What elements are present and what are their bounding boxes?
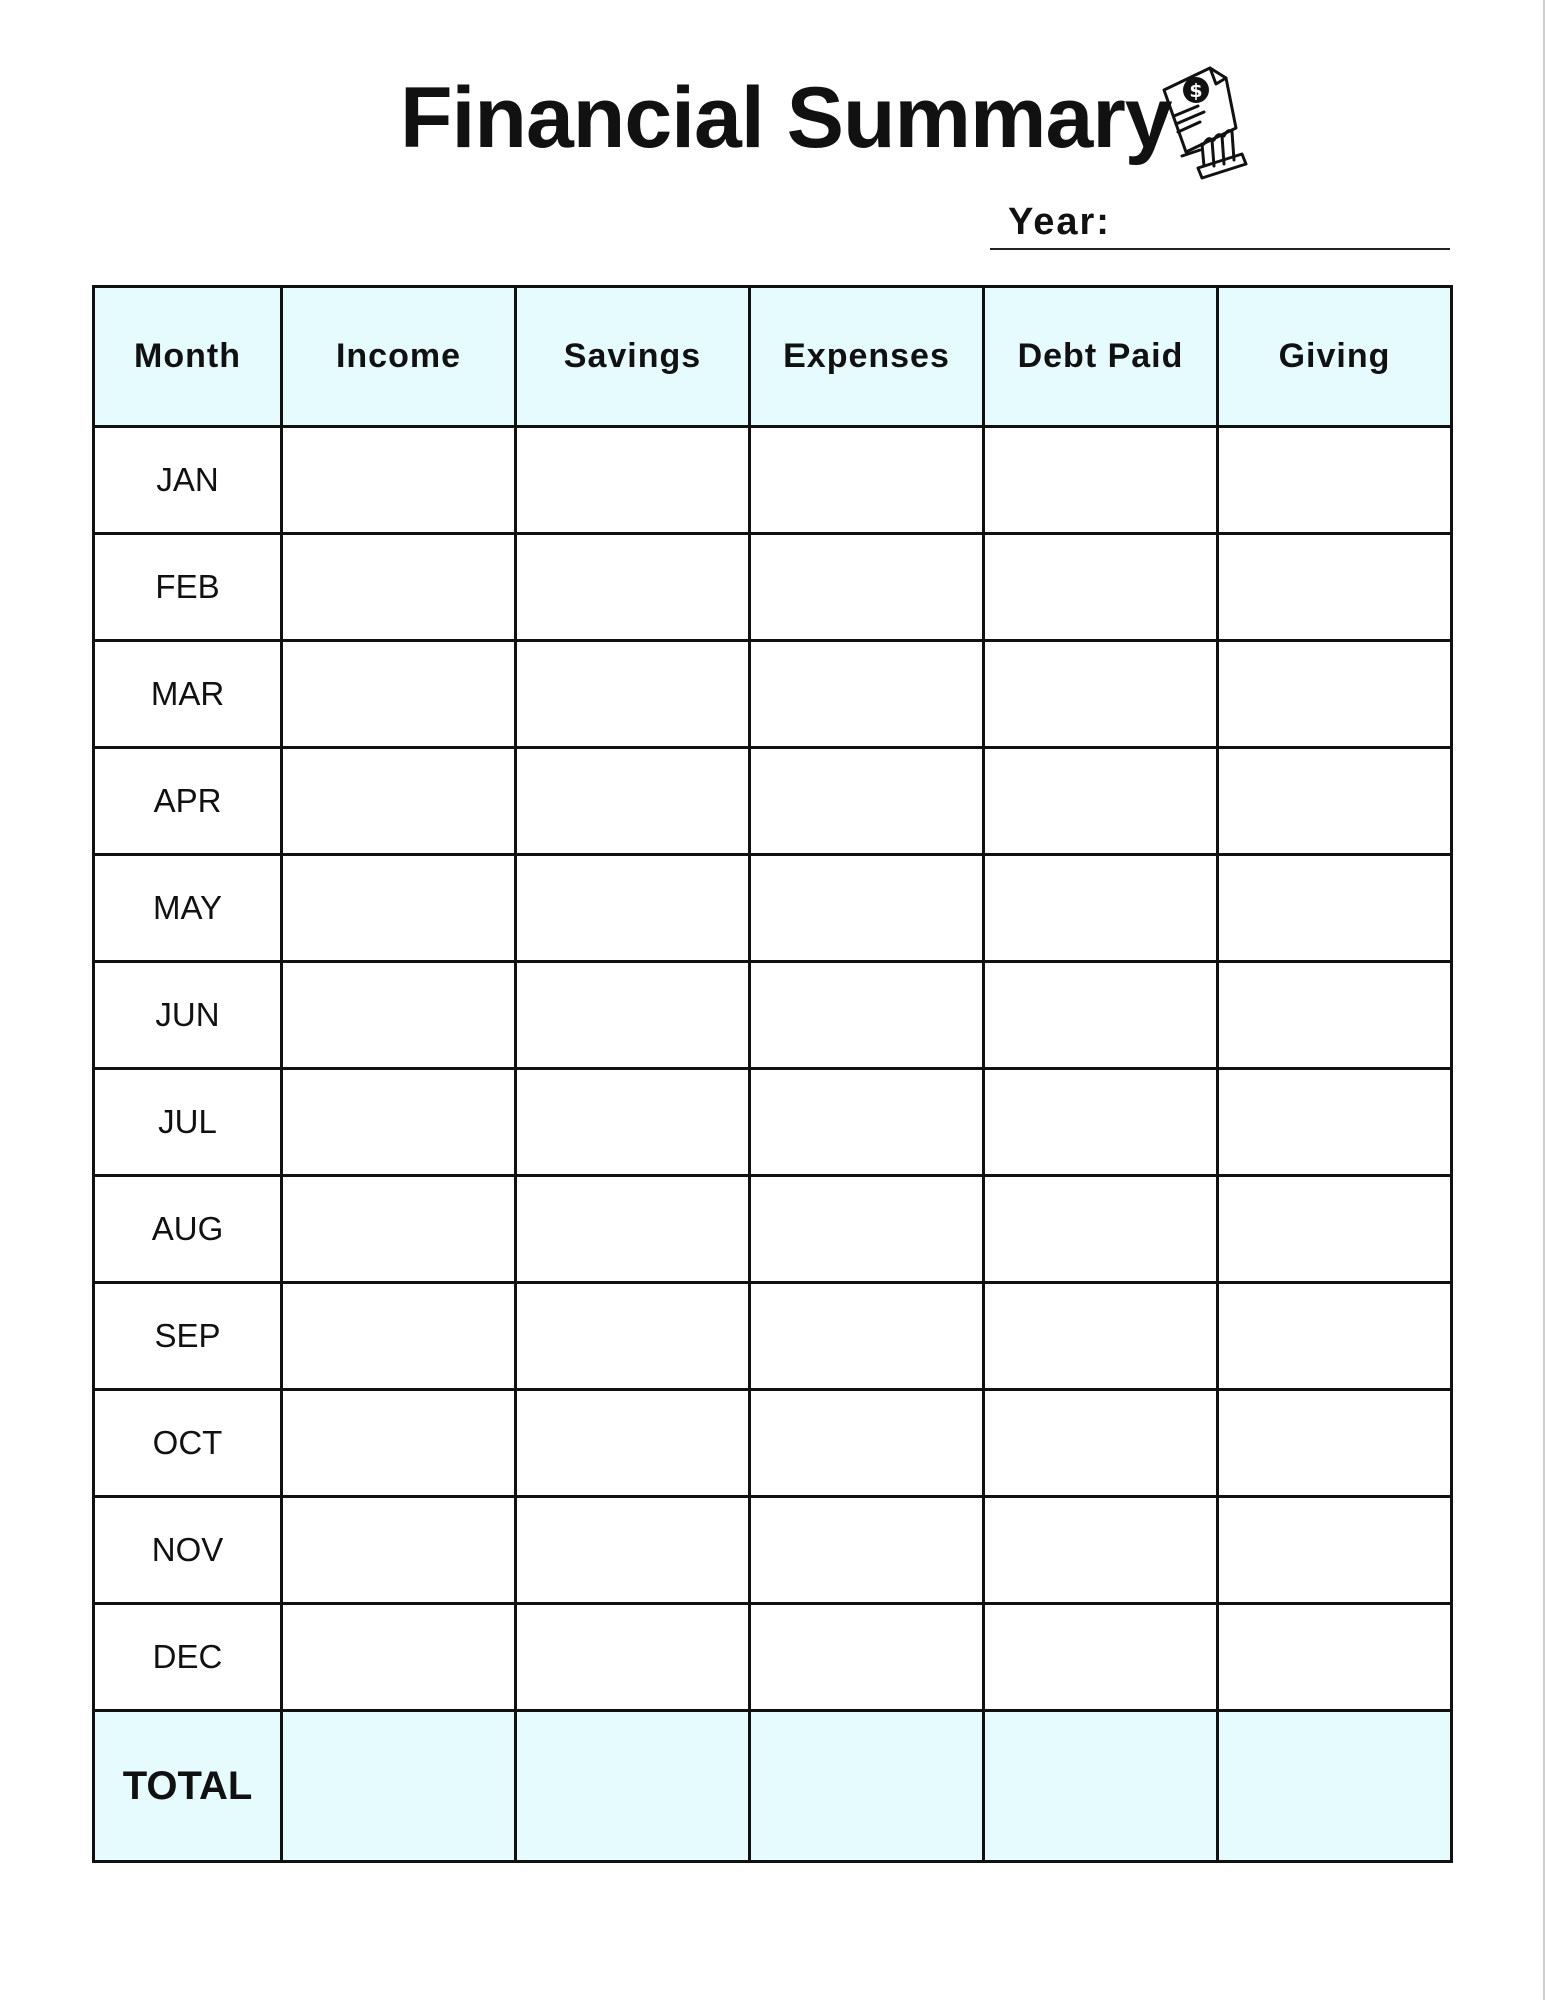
header-giving: Giving (1218, 287, 1452, 427)
savings-cell[interactable] (516, 1069, 750, 1176)
header-expenses: Expenses (750, 287, 984, 427)
month-label: APR (94, 748, 282, 855)
income-cell[interactable] (282, 855, 516, 962)
giving-cell[interactable] (1218, 855, 1452, 962)
financial-summary-table (92, 285, 1453, 1863)
month-label: JUN (94, 962, 282, 1069)
expenses-cell[interactable] (750, 1283, 984, 1390)
table-row (94, 855, 1452, 962)
total-expenses-cell[interactable] (750, 1711, 984, 1862)
debt-paid-cell[interactable] (984, 962, 1218, 1069)
income-cell[interactable] (282, 1390, 516, 1497)
savings-cell[interactable] (516, 855, 750, 962)
header-income: Income (282, 287, 516, 427)
total-giving-cell[interactable] (1218, 1711, 1452, 1862)
debt-paid-cell[interactable] (984, 1497, 1218, 1604)
header-month: Month (94, 287, 282, 427)
savings-cell[interactable] (516, 1604, 750, 1711)
giving-cell[interactable] (1218, 427, 1452, 534)
total-savings-cell[interactable] (516, 1711, 750, 1862)
debt-paid-cell[interactable] (984, 427, 1218, 534)
total-label: TOTAL (94, 1711, 282, 1862)
total-row (94, 1711, 1452, 1862)
header-debt-paid: Debt Paid (984, 287, 1218, 427)
debt-paid-cell[interactable] (984, 1283, 1218, 1390)
month-label: MAY (94, 855, 282, 962)
month-label: NOV (94, 1497, 282, 1604)
debt-paid-cell[interactable] (984, 855, 1218, 962)
receipt-dollar-icon (1152, 64, 1256, 184)
expenses-cell[interactable] (750, 1069, 984, 1176)
total-debt-paid-cell[interactable] (984, 1711, 1218, 1862)
expenses-cell[interactable] (750, 1604, 984, 1711)
giving-cell[interactable] (1218, 1390, 1452, 1497)
table-row (94, 1069, 1452, 1176)
giving-cell[interactable] (1218, 1283, 1452, 1390)
debt-paid-cell[interactable] (984, 1390, 1218, 1497)
expenses-cell[interactable] (750, 534, 984, 641)
table-row (94, 1283, 1452, 1390)
month-label: DEC (94, 1604, 282, 1711)
expenses-cell[interactable] (750, 962, 984, 1069)
debt-paid-cell[interactable] (984, 1176, 1218, 1283)
income-cell[interactable] (282, 641, 516, 748)
savings-cell[interactable] (516, 1283, 750, 1390)
table-row (94, 1604, 1452, 1711)
expenses-cell[interactable] (750, 748, 984, 855)
income-cell[interactable] (282, 962, 516, 1069)
month-label: FEB (94, 534, 282, 641)
income-cell[interactable] (282, 1069, 516, 1176)
giving-cell[interactable] (1218, 1497, 1452, 1604)
debt-paid-cell[interactable] (984, 641, 1218, 748)
table-row (94, 748, 1452, 855)
savings-cell[interactable] (516, 641, 750, 748)
income-cell[interactable] (282, 1176, 516, 1283)
month-label: OCT (94, 1390, 282, 1497)
table-row (94, 962, 1452, 1069)
month-label: SEP (94, 1283, 282, 1390)
savings-cell[interactable] (516, 1390, 750, 1497)
month-label: AUG (94, 1176, 282, 1283)
debt-paid-cell[interactable] (984, 1069, 1218, 1176)
income-cell[interactable] (282, 427, 516, 534)
savings-cell[interactable] (516, 748, 750, 855)
giving-cell[interactable] (1218, 962, 1452, 1069)
expenses-cell[interactable] (750, 1497, 984, 1604)
debt-paid-cell[interactable] (984, 534, 1218, 641)
page-title: Financial Summary (400, 70, 1172, 166)
title-row (0, 62, 1545, 192)
income-cell[interactable] (282, 1604, 516, 1711)
giving-cell[interactable] (1218, 748, 1452, 855)
table-row (94, 427, 1452, 534)
month-label: JUL (94, 1069, 282, 1176)
income-cell[interactable] (282, 534, 516, 641)
table-row (94, 641, 1452, 748)
table-row (94, 1497, 1452, 1604)
month-label: MAR (94, 641, 282, 748)
header-row (94, 287, 1452, 427)
table-row (94, 1390, 1452, 1497)
giving-cell[interactable] (1218, 1176, 1452, 1283)
income-cell[interactable] (282, 748, 516, 855)
expenses-cell[interactable] (750, 641, 984, 748)
giving-cell[interactable] (1218, 641, 1452, 748)
income-cell[interactable] (282, 1283, 516, 1390)
expenses-cell[interactable] (750, 1176, 984, 1283)
giving-cell[interactable] (1218, 1604, 1452, 1711)
total-income-cell[interactable] (282, 1711, 516, 1862)
table-row (94, 534, 1452, 641)
header-savings: Savings (516, 287, 750, 427)
giving-cell[interactable] (1218, 534, 1452, 641)
giving-cell[interactable] (1218, 1069, 1452, 1176)
svg-text:$: $ (1189, 80, 1203, 102)
savings-cell[interactable] (516, 427, 750, 534)
savings-cell[interactable] (516, 962, 750, 1069)
debt-paid-cell[interactable] (984, 748, 1218, 855)
savings-cell[interactable] (516, 534, 750, 641)
month-label: JAN (94, 427, 282, 534)
expenses-cell[interactable] (750, 1390, 984, 1497)
income-cell[interactable] (282, 1497, 516, 1604)
debt-paid-cell[interactable] (984, 1604, 1218, 1711)
year-field[interactable] (990, 196, 1450, 250)
expenses-cell[interactable] (750, 855, 984, 962)
year-label: Year: (1008, 201, 1111, 243)
expenses-cell[interactable] (750, 427, 984, 534)
savings-cell[interactable] (516, 1497, 750, 1604)
savings-cell[interactable] (516, 1176, 750, 1283)
table-row (94, 1176, 1452, 1283)
